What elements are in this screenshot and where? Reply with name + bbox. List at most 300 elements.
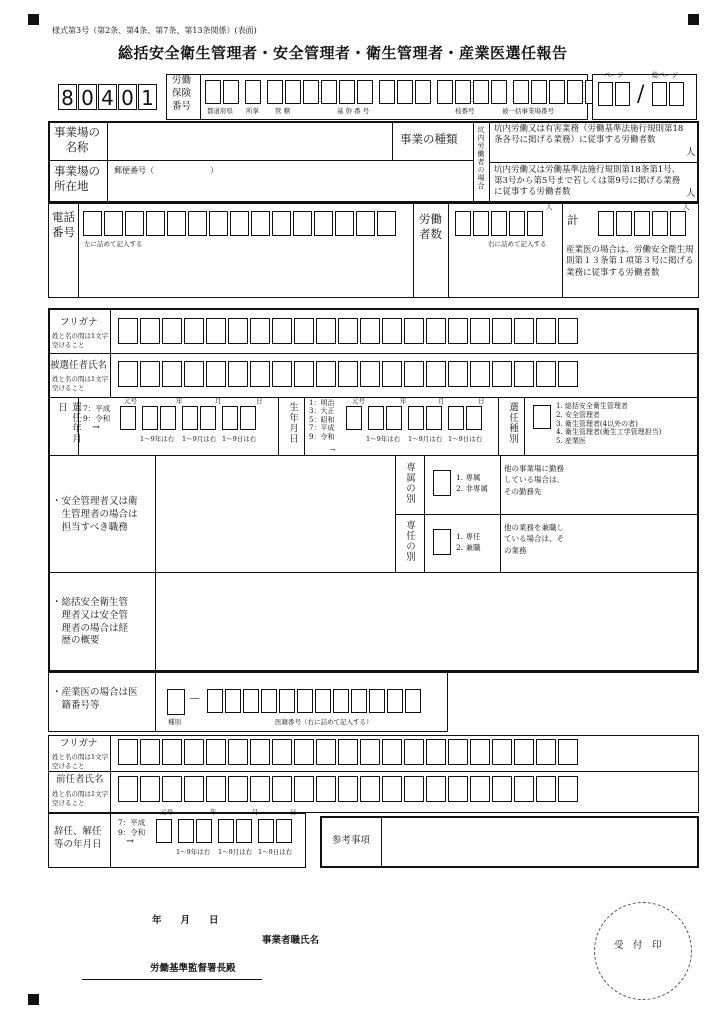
entry-box[interactable] — [160, 406, 176, 430]
entry-box[interactable] — [335, 211, 354, 236]
entry-box[interactable] — [184, 739, 204, 765]
entry-box[interactable] — [294, 776, 314, 802]
entry-box[interactable] — [558, 739, 578, 765]
doctor-kind-note: 種別 — [168, 718, 181, 726]
insurance-sub-label: 被一括事業場番号 — [502, 107, 554, 115]
total-unit: 人 — [683, 203, 690, 211]
entry-box[interactable] — [338, 776, 358, 802]
entry-box[interactable] — [536, 739, 556, 765]
reception-stamp-label: 受 付 印 — [614, 940, 662, 951]
form-code-digits — [58, 84, 157, 110]
entry-box[interactable] — [184, 361, 204, 387]
previous-name-note: 姓と名の間は1文字空けること — [52, 790, 109, 807]
entry-box[interactable] — [251, 211, 270, 236]
insurance-number-boxes[interactable] — [205, 80, 601, 104]
entry-box[interactable] — [558, 776, 578, 802]
entry-box[interactable] — [492, 776, 512, 802]
entry-box[interactable] — [360, 739, 380, 765]
birth-note-year: 1〜9年は右 — [366, 435, 401, 443]
entry-box[interactable] — [162, 739, 182, 765]
entry-box[interactable] — [404, 361, 424, 387]
entry-box[interactable] — [228, 739, 248, 765]
entry-box[interactable] — [491, 211, 507, 236]
entry-box[interactable] — [225, 689, 241, 713]
entry-box[interactable] — [426, 776, 446, 802]
entry-box[interactable] — [652, 82, 667, 106]
appointee-name-boxes[interactable] — [118, 361, 578, 387]
entry-box[interactable] — [182, 406, 198, 430]
total-divider — [562, 203, 563, 298]
entry-box[interactable] — [267, 80, 283, 104]
entry-box[interactable] — [382, 318, 402, 344]
entry-box[interactable] — [294, 361, 314, 387]
entry-box[interactable] — [125, 211, 144, 236]
entry-box[interactable] — [228, 318, 248, 344]
entry-box[interactable] — [670, 211, 686, 236]
industry-divider — [392, 121, 393, 161]
page-label: ページ — [604, 71, 624, 79]
appointment-type-options: 1. 総括安全衛生管理者 2. 安全管理者 3. 衛生管理者(4以外の者) 4. 衛生管理者(衛生工学管理担当) 5. 産業医 — [556, 402, 662, 445]
entry-box[interactable] — [285, 80, 301, 104]
entry-box[interactable] — [200, 406, 216, 430]
furigana-note: 姓と名の間は1文字空けること — [52, 332, 109, 349]
appointment-era-options: 7：平成 9：令和 — [83, 404, 111, 423]
entry-box[interactable] — [492, 739, 512, 765]
birth-month: 月 — [438, 397, 445, 405]
workers-note: 右に詰めて記入する — [488, 240, 547, 248]
entry-box[interactable] — [448, 406, 464, 430]
entry-box[interactable] — [408, 406, 424, 430]
hazardous-worker-note: 坑内労働又は有害業務（労働基準法施行規則第18条各号に掲げる業務）に従事する労働者数 — [494, 124, 684, 146]
entry-box[interactable] — [258, 819, 274, 843]
entry-box[interactable] — [315, 689, 331, 713]
resign-gen: 元号 — [160, 808, 173, 816]
entry-box[interactable] — [426, 318, 446, 344]
birth-arrow: → — [330, 446, 336, 454]
phone-note: 左に詰めて記入する — [84, 240, 143, 248]
entry-box[interactable] — [104, 211, 123, 236]
resign-note-day: 1〜9日は右 — [258, 848, 293, 856]
entry-box[interactable] — [598, 211, 614, 236]
exclusive-note: 他の事業場に勤務している場合は、その勤務先 — [504, 464, 564, 496]
entry-box[interactable] — [120, 406, 136, 430]
entry-box[interactable] — [368, 406, 384, 430]
total-count-boxes[interactable] — [598, 211, 686, 236]
insurance-label-3: 番号 — [172, 101, 192, 112]
entry-box[interactable] — [140, 361, 160, 387]
entry-box[interactable] — [426, 406, 442, 430]
entry-box[interactable] — [536, 318, 556, 344]
workers-label: 労働 者数 — [419, 212, 442, 241]
fulltime-label: 専任の別 — [404, 520, 415, 562]
birth-date-label: 生年月日 — [287, 402, 298, 444]
birth-day: 日 — [478, 397, 485, 405]
entry-box[interactable] — [360, 318, 380, 344]
previous-label-divider — [110, 735, 111, 813]
entry-box[interactable] — [167, 211, 186, 236]
entry-box[interactable] — [356, 211, 375, 236]
entry-box[interactable] — [598, 82, 613, 106]
entry-box[interactable] — [272, 211, 291, 236]
entry-box[interactable] — [466, 406, 482, 430]
workers-unit: 人 — [546, 203, 553, 211]
form-code-digit: 0 — [78, 84, 97, 110]
entry-box[interactable] — [397, 80, 413, 104]
type-divider-left — [498, 397, 499, 455]
entry-box[interactable] — [404, 739, 424, 765]
form-code-digit: 1 — [138, 84, 157, 110]
resign-arrow: → — [126, 836, 134, 847]
furigana-label: フリガナ — [60, 317, 98, 328]
birth-divider-right — [304, 397, 305, 455]
entry-box[interactable] — [140, 318, 160, 344]
previous-furigana-boxes[interactable] — [118, 739, 578, 765]
workers-count-boxes[interactable] — [455, 211, 543, 236]
entry-box[interactable] — [184, 776, 204, 802]
entry-box[interactable] — [448, 776, 468, 802]
entry-box[interactable] — [206, 318, 226, 344]
entry-box[interactable] — [243, 689, 259, 713]
phone-label-divider — [78, 203, 79, 298]
previous-furigana-label: フリガナ — [60, 738, 98, 749]
registration-mark-top-left — [28, 14, 39, 25]
resign-date-label: 辞任、解任 等の年月日 — [54, 826, 102, 850]
entry-box[interactable] — [527, 211, 543, 236]
entry-box[interactable] — [567, 80, 583, 104]
entry-box[interactable] — [184, 318, 204, 344]
entry-box[interactable] — [272, 361, 292, 387]
appointment-date-label: 選任年月日 — [56, 402, 81, 444]
entry-box[interactable] — [250, 739, 270, 765]
entry-box[interactable] — [83, 211, 102, 236]
entry-box[interactable] — [142, 406, 158, 430]
mine-row-divider — [489, 162, 699, 163]
entry-box[interactable] — [230, 211, 249, 236]
name-row-divider — [48, 397, 699, 398]
insurance-label-2: 保険 — [172, 88, 192, 99]
entry-box[interactable] — [357, 80, 373, 104]
entry-box[interactable] — [652, 211, 668, 236]
resign-month: 月 — [252, 808, 259, 816]
career-label: ・総括安全衛生管 理者又は安全管 理者の場合は経 歴の概要 — [52, 597, 129, 647]
workers-divider-right — [448, 203, 449, 298]
entry-box[interactable] — [470, 776, 490, 802]
exclusive-label: 専属の別 — [404, 462, 415, 504]
insurance-sub-label: 所掌 — [246, 107, 259, 115]
entry-box[interactable] — [272, 318, 292, 344]
entry-box[interactable] — [272, 776, 292, 802]
business-address-label: 事業場の 所在地 — [54, 164, 100, 193]
entry-box[interactable] — [386, 406, 402, 430]
entry-box[interactable] — [276, 819, 292, 843]
total-page-boxes[interactable] — [652, 82, 684, 106]
type-divider-right — [524, 397, 525, 455]
appointee-name-label: 被選任者氏名 — [50, 360, 108, 371]
hazardous-worker-note-2: 坑内労働又は労働基準法施行規則第18条第1号、第3号から第5号まで若しくは第9号に掲げる業務に従事する労働者数 — [494, 165, 681, 198]
entry-box[interactable] — [339, 80, 355, 104]
entry-box[interactable] — [634, 211, 650, 236]
entry-box[interactable] — [382, 739, 402, 765]
workers-divider-left — [413, 203, 414, 298]
dates-row-divider — [48, 455, 699, 456]
registration-mark-top-right — [688, 14, 699, 25]
duty-label: ・安全管理者又は衛 生管理者の場合は 担当すべき職務 — [52, 496, 138, 533]
entry-box[interactable] — [473, 80, 489, 104]
entry-box[interactable] — [387, 689, 403, 713]
postal-code-label: 郵便番号（ ） — [114, 166, 218, 175]
insurance-sub-label: 管 轄 — [275, 107, 291, 115]
entry-box[interactable] — [118, 318, 138, 344]
entry-box[interactable] — [162, 361, 182, 387]
entry-box[interactable] — [222, 406, 238, 430]
entry-box[interactable] — [470, 318, 490, 344]
entry-box[interactable] — [140, 776, 160, 802]
entry-box[interactable] — [321, 80, 337, 104]
doctor-reg-note: 医籍番号（右に詰めて記入する） — [275, 718, 373, 726]
entry-box[interactable] — [351, 689, 367, 713]
entry-box[interactable] — [470, 739, 490, 765]
entry-box[interactable] — [297, 689, 313, 713]
report-date: 年 月 日 — [152, 915, 219, 926]
phone-number-boxes[interactable] — [83, 211, 396, 236]
mine-divider-left — [473, 121, 474, 203]
doctor-registration-boxes[interactable] — [207, 689, 421, 713]
addressee-label: 労働基準監督署長殿 — [150, 963, 236, 974]
entry-box[interactable] — [448, 361, 468, 387]
appointment-arrow: → — [92, 422, 100, 433]
previous-name-label: 前任者氏名 — [56, 774, 104, 785]
phone-label: 電話 番号 — [52, 210, 75, 239]
entry-box[interactable] — [536, 361, 556, 387]
total-label: 計 — [567, 213, 579, 227]
form-code-digit: 4 — [98, 84, 117, 110]
total-page-label: 総ページ — [652, 71, 678, 79]
entry-box[interactable] — [245, 80, 261, 104]
entry-box[interactable] — [448, 318, 468, 344]
entry-box[interactable] — [218, 819, 234, 843]
entry-box[interactable] — [223, 80, 239, 104]
entry-box[interactable] — [196, 819, 212, 843]
birth-note-month: 1〜9月は右 — [408, 435, 443, 443]
entry-box[interactable] — [314, 211, 333, 236]
entry-box[interactable] — [272, 739, 292, 765]
doctor-registration-label: ・産業医の場合は医 籍番号等 — [52, 687, 138, 711]
entry-box[interactable] — [455, 211, 471, 236]
fulltime-box[interactable] — [433, 529, 451, 555]
date-label-divider — [78, 397, 79, 455]
entry-box[interactable] — [558, 361, 578, 387]
resign-note-year: 1〜9年は右 — [176, 848, 211, 856]
resign-day: 日 — [290, 808, 297, 816]
entry-box[interactable] — [492, 318, 512, 344]
entry-box[interactable] — [207, 689, 223, 713]
entry-box[interactable] — [333, 689, 349, 713]
entry-box[interactable] — [316, 776, 336, 802]
entry-box[interactable] — [531, 80, 547, 104]
doctor-reg-dash: ― — [190, 693, 200, 704]
entry-box[interactable] — [616, 211, 632, 236]
entry-box[interactable] — [250, 318, 270, 344]
remarks-label: 参考事項 — [332, 835, 371, 846]
page-boxes[interactable] — [598, 82, 630, 106]
entry-box[interactable] — [549, 80, 565, 104]
entry-box[interactable] — [514, 318, 534, 344]
entry-box[interactable] — [360, 776, 380, 802]
entry-box[interactable] — [209, 211, 228, 236]
addressee-underline — [82, 979, 262, 980]
entry-box[interactable] — [558, 318, 578, 344]
entry-box[interactable] — [294, 739, 314, 765]
birth-gen: 元号 — [352, 397, 365, 405]
appt-day: 日 — [256, 397, 263, 405]
entry-box[interactable] — [405, 689, 421, 713]
entry-box[interactable] — [379, 80, 395, 104]
entry-box[interactable] — [377, 211, 396, 236]
entry-box[interactable] — [294, 318, 314, 344]
doctor-reg-divider — [155, 672, 156, 732]
appt-gen: 元号 — [124, 397, 137, 405]
entry-box[interactable] — [492, 361, 512, 387]
insurance-label-divider — [200, 74, 201, 120]
fulltime-note: 他の業務を兼職している場合は、その業務 — [504, 523, 564, 555]
entry-box[interactable] — [118, 361, 138, 387]
entry-box[interactable] — [382, 776, 402, 802]
doctor-worker-note: 産業医の場合は、労働安全衛生規則第１３条第１項第３号に掲げる業務に従事する労働者数 — [566, 245, 694, 278]
entry-box[interactable] — [470, 361, 490, 387]
entry-box[interactable] — [206, 361, 226, 387]
exclusive-row-divider — [395, 514, 699, 515]
entry-box[interactable] — [426, 361, 446, 387]
resign-date-boxes[interactable] — [156, 819, 292, 843]
fulltime-options: 1. 専任 2. 兼職 — [456, 532, 481, 553]
form-title: 総括安全衛生管理者・安全管理者・衛生管理者・産業医選任報告 — [118, 44, 568, 62]
entry-box[interactable] — [448, 739, 468, 765]
business-label-divider — [107, 121, 108, 203]
entry-box[interactable] — [514, 776, 534, 802]
exclusive-box[interactable] — [433, 470, 451, 496]
page-slash: / — [637, 82, 645, 107]
entry-box[interactable] — [615, 82, 630, 106]
entry-box[interactable] — [162, 318, 182, 344]
appt-year: 年 — [176, 397, 183, 405]
entry-box[interactable] — [250, 776, 270, 802]
form-number: 様式第3号（第2条、第4条、第7条、第13条関係）(表面) — [52, 26, 257, 35]
birth-year: 年 — [400, 397, 407, 405]
entry-box[interactable] — [206, 776, 226, 802]
entry-box[interactable] — [236, 819, 252, 843]
entry-box[interactable] — [205, 80, 221, 104]
previous-furigana-note: 姓と名の間は1文字空けること — [52, 753, 109, 770]
birth-note-day: 1〜9日は右 — [448, 435, 483, 443]
entry-box[interactable] — [206, 739, 226, 765]
industry-label: 事業の種類 — [400, 132, 458, 146]
entry-box[interactable] — [509, 211, 525, 236]
business-row-divider — [48, 160, 473, 161]
entry-box[interactable] — [513, 80, 529, 104]
appointee-name-note: 姓と名の間は1文字空けること — [52, 375, 109, 392]
entry-box[interactable] — [338, 318, 358, 344]
entry-box[interactable] — [261, 689, 277, 713]
entry-box[interactable] — [426, 739, 446, 765]
entry-box[interactable] — [140, 739, 160, 765]
furigana-row-divider — [48, 353, 699, 354]
doctor-kind-box[interactable] — [167, 689, 185, 715]
entry-box[interactable] — [404, 776, 424, 802]
entry-box[interactable] — [669, 82, 684, 106]
entry-box[interactable] — [404, 318, 424, 344]
entry-box[interactable] — [146, 211, 165, 236]
entry-box[interactable] — [240, 406, 256, 430]
entry-box[interactable] — [118, 776, 138, 802]
entry-box[interactable] — [382, 361, 402, 387]
entry-box[interactable] — [178, 819, 194, 843]
entry-box[interactable] — [293, 211, 312, 236]
remarks-frame — [320, 816, 699, 868]
worker-unit-1: 人 — [686, 147, 696, 158]
entry-box[interactable] — [303, 80, 319, 104]
worker-unit-2: 人 — [686, 188, 696, 199]
birth-date-boxes[interactable] — [346, 406, 482, 430]
form-code-digit: 0 — [118, 84, 137, 110]
appt-note-day: 1〜9日は右 — [222, 435, 257, 443]
appointment-type-label: 選任種別 — [507, 402, 518, 444]
duties-label-divider — [155, 455, 156, 672]
entry-box[interactable] — [250, 361, 270, 387]
entry-box[interactable] — [279, 689, 295, 713]
entry-box[interactable] — [316, 318, 336, 344]
entry-box[interactable] — [228, 776, 248, 802]
entry-box[interactable] — [316, 739, 336, 765]
previous-furigana-divider — [48, 771, 699, 772]
appt-month: 月 — [215, 397, 222, 405]
entry-box[interactable] — [455, 80, 471, 104]
employer-name-label: 事業者職氏名 — [262, 935, 320, 946]
insurance-label-1: 労働 — [172, 75, 192, 86]
entry-box[interactable] — [118, 739, 138, 765]
appointment-date-boxes[interactable] — [120, 406, 256, 430]
appointment-type-box[interactable] — [533, 405, 551, 429]
entry-box[interactable] — [156, 819, 172, 843]
entry-box[interactable] — [228, 361, 248, 387]
entry-box[interactable] — [473, 211, 489, 236]
previous-name-boxes[interactable] — [118, 776, 578, 802]
entry-box[interactable] — [316, 361, 336, 387]
mine-worker-vertical-note: 坑内労働者の場合 — [477, 126, 485, 190]
entry-box[interactable] — [360, 361, 380, 387]
resign-label-divider — [110, 813, 111, 868]
entry-box[interactable] — [188, 211, 207, 236]
entry-box[interactable] — [536, 776, 556, 802]
entry-box[interactable] — [346, 406, 362, 430]
entry-box[interactable] — [437, 80, 453, 104]
birth-divider-left — [278, 397, 279, 455]
entry-box[interactable] — [338, 361, 358, 387]
resign-era-options: 7：平成 9：令和 — [118, 818, 146, 837]
entry-box[interactable] — [514, 361, 534, 387]
entry-box[interactable] — [338, 739, 358, 765]
entry-box[interactable] — [369, 689, 385, 713]
entry-box[interactable] — [415, 80, 431, 104]
appt-note-year: 1〜9年は右 — [140, 435, 175, 443]
entry-box[interactable] — [514, 739, 534, 765]
insurance-sub-label: 基 幹 番 号 — [337, 107, 370, 115]
exclusive-options: 1. 専属 2. 非専属 — [456, 473, 489, 494]
entry-box[interactable] — [491, 80, 507, 104]
business-name-label: 事業場の 名称 — [54, 125, 100, 154]
furigana-boxes[interactable] — [118, 318, 578, 344]
entry-box[interactable] — [162, 776, 182, 802]
resign-note-month: 1〜9月は右 — [218, 848, 253, 856]
